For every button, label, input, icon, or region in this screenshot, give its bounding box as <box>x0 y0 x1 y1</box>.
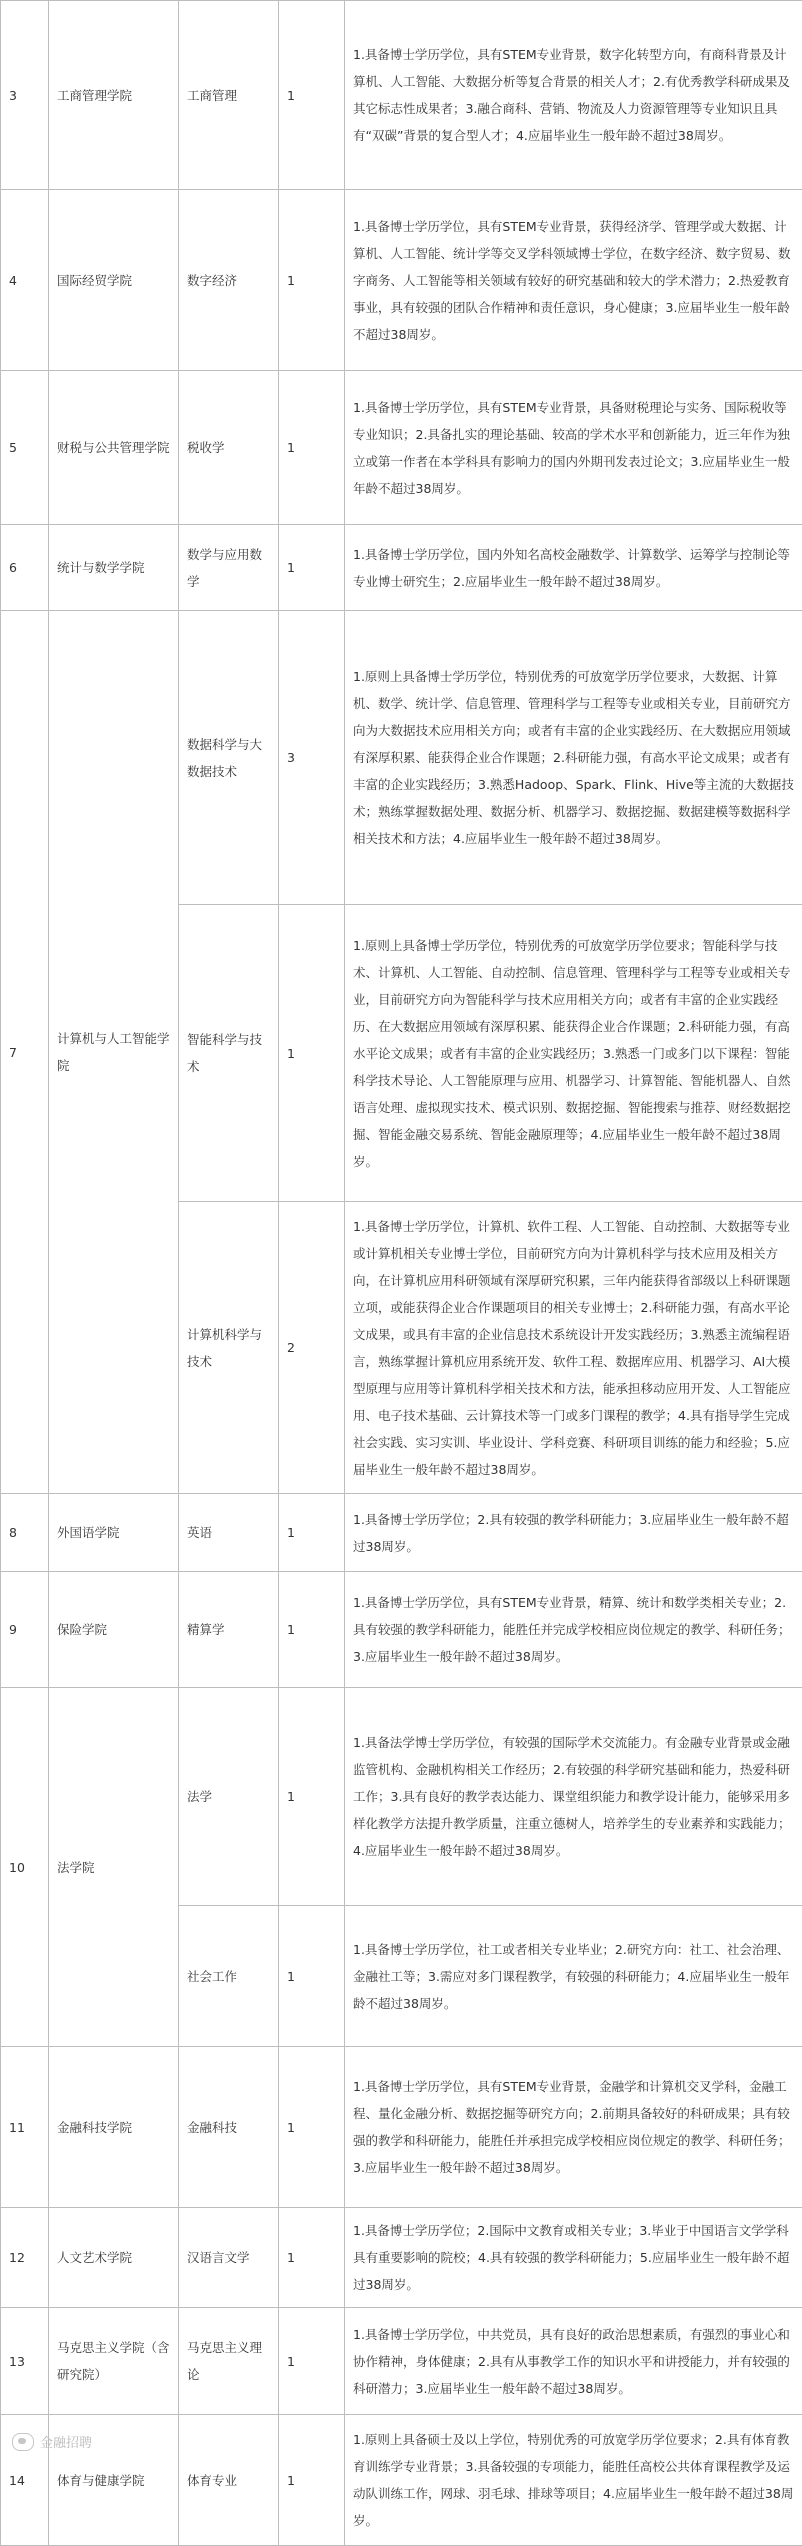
table-row <box>1 2208 802 2308</box>
table-row <box>1 371 802 525</box>
requirements-text: 1.具备博士学历学位，社工或者相关专业毕业；2.研究方向：社工、社会治理、金融社工等；3.需应对多门课程教学，有较强的科研能力；4.应届毕业生一般年龄不超过38周岁。 <box>345 1906 802 2047</box>
position-count: 1 <box>279 1572 345 1688</box>
requirements-text: 1.原则上具备硕士及以上学位，特别优秀的可放宽学历学位要求；2.具有体育教育训练学专业背景；3.具备较强的专项能力，能胜任高校公共体育课程教学及运动队训练工作，网球、羽毛球、排球等项目；4.应届毕业生一般年龄不超过38周岁。 <box>345 2415 802 2546</box>
requirements-text: 1.具备博士学历学位，中共党员，具有良好的政治思想素质，有强烈的事业心和协作精神，身体健康；2.具有从事教学工作的知识水平和讲授能力，并有较强的科研潜力；3.应届毕业生一般年龄不超过38周岁。 <box>345 2308 802 2415</box>
position-count: 1 <box>279 1688 345 1906</box>
table-row <box>1 2308 802 2415</box>
college-name: 人文艺术学院 <box>49 2208 179 2308</box>
college-name: 国际经贸学院 <box>49 190 179 371</box>
row-number: 14 <box>1 2415 49 2546</box>
row-number: 10 <box>1 1688 49 2047</box>
requirements-text: 1.具备博士学历学位，计算机、软件工程、人工智能、自动控制、大数据等专业或计算机相关专业博士学位，目前研究方向为计算机科学与技术应用及相关方向，在计算机应用科研领域有深厚研究积累，三年内能获得省部级以上科研课题立项，或能获得企业合作课题项目的相关专业博士；2.科研能力强，有高水平论文成果，或具有丰富的企业信息技术系统设计开发实践经历；3.熟悉主流编程语言，熟练掌握计算机应用系统开发、软件工程、数据库应用、机器学习、AI大模型原理与应用等计算机科学相关技术和方法，能承担移动应用开发、人工智能应用、电子技术基础、云计算技术等一门或多门课程的教学；4.具有指导学生完成社会实践、实习实训、毕业设计、学科竞赛、科研项目训练的能力和经验；5.应届毕业生一般年龄不超过38周岁。 <box>345 1202 802 1494</box>
position-count: 1 <box>279 905 345 1202</box>
position-count: 1 <box>279 371 345 525</box>
row-number: 3 <box>1 1 49 190</box>
major-name: 税收学 <box>179 371 279 525</box>
position-count: 1 <box>279 1906 345 2047</box>
position-count: 1 <box>279 2308 345 2415</box>
college-name: 马克思主义学院（含研究院） <box>49 2308 179 2415</box>
position-count: 3 <box>279 611 345 905</box>
position-count: 1 <box>279 2047 345 2208</box>
position-count: 1 <box>279 1494 345 1572</box>
position-count: 1 <box>279 190 345 371</box>
major-name: 法学 <box>179 1688 279 1906</box>
table-row <box>1 2047 802 2208</box>
position-count: 1 <box>279 2208 345 2308</box>
row-number: 7 <box>1 611 49 1494</box>
table-row <box>1 1572 802 1688</box>
position-count: 1 <box>279 1 345 190</box>
major-name: 马克思主义理论 <box>179 2308 279 2415</box>
row-number: 8 <box>1 1494 49 1572</box>
table-body <box>1 1 802 2546</box>
college-name: 金融科技学院 <box>49 2047 179 2208</box>
table-row <box>1 611 802 905</box>
college-name: 工商管理学院 <box>49 1 179 190</box>
requirements-text: 1.具备法学博士学历学位，有较强的国际学术交流能力。有金融专业背景或金融监管机构、金融机构相关工作经历；2.有较强的科学研究基础和能力，热爱科研工作；3.具有良好的教学表达能力、课堂组织能力和教学设计能力，能够采用多样化教学方法提升教学质量，注重立德树人，培养学生的专业素养和实践能力；4.应届毕业生一般年龄不超过38周岁。 <box>345 1688 802 1906</box>
row-number: 9 <box>1 1572 49 1688</box>
row-number: 4 <box>1 190 49 371</box>
table-row <box>1 1688 802 1906</box>
requirements-text: 1.具备博士学历学位，具有STEM专业背景，数字化转型方向，有商科背景及计算机、人工智能、大数据分析等复合背景的相关人才；2.有优秀教学科研成果及其它标志性成果者；3.融合商科、营销、物流及人力资源管理等专业知识且具有“双碳”背景的复合型人才；4.应届毕业生一般年龄不超过38周岁。 <box>345 1 802 190</box>
college-name: 计算机与人工智能学院 <box>49 611 179 1494</box>
major-name: 体育专业 <box>179 2415 279 2546</box>
major-name: 工商管理 <box>179 1 279 190</box>
requirements-text: 1.具备博士学历学位，具有STEM专业背景，具备财税理论与实务、国际税收等专业知识；2.具备扎实的理论基础、较高的学术水平和创新能力，近三年作为独立或第一作者在本学科具有影响力的国内外期刊发表过论文；3.应届毕业生一般年龄不超过38周岁。 <box>345 371 802 525</box>
requirements-text: 1.具备博士学历学位；2.具有较强的教学科研能力；3.应届毕业生一般年龄不超过38周岁。 <box>345 1494 802 1572</box>
requirements-text: 1.具备博士学历学位，具有STEM专业背景，精算、统计和数学类相关专业；2.具有较强的教学科研能力，能胜任并完成学校相应岗位规定的教学、科研任务；3.应届毕业生一般年龄不超过38周岁。 <box>345 1572 802 1688</box>
weibo-logo-icon <box>12 2433 34 2451</box>
major-name: 英语 <box>179 1494 279 1572</box>
table-row <box>1 1494 802 1572</box>
watermark-text: 金融招聘 <box>40 2432 92 2451</box>
major-name: 数学与应用数学 <box>179 525 279 611</box>
requirements-text: 1.具备博士学历学位，具有STEM专业背景，金融学和计算机交叉学科，金融工程、量化金融分析、数据挖掘等研究方向；2.前期具备较好的科研成果；具有较强的教学和科研能力，能胜任并承担完成学校相应岗位规定的教学、科研任务；3.应届毕业生一般年龄不超过38周岁。 <box>345 2047 802 2208</box>
row-number: 13 <box>1 2308 49 2415</box>
row-number: 12 <box>1 2208 49 2308</box>
watermark <box>12 2432 92 2451</box>
position-count: 1 <box>279 2415 345 2546</box>
college-name: 法学院 <box>49 1688 179 2047</box>
requirements-text: 1.具备博士学历学位；2.国际中文教育或相关专业；3.毕业于中国语言文学学科具有重要影响的院校；4.具有较强的教学科研能力；5.应届毕业生一般年龄不超过38周岁。 <box>345 2208 802 2308</box>
college-name: 保险学院 <box>49 1572 179 1688</box>
requirements-text: 1.原则上具备博士学历学位，特别优秀的可放宽学历学位要求，大数据、计算机、数学、统计学、信息管理、管理科学与工程等专业或相关专业，目前研究方向为大数据技术应用相关方向；或者有丰富的企业实践经历、在大数据应用领域有深厚积累、能获得企业合作课题；2.科研能力强，有高水平论文成果；或者有丰富的企业实践经历；3.熟悉Hadoop、Spark、Flink、Hive等主流的大数据技术；熟练掌握数据处理、数据分析、机器学习、数据挖掘、数据建模等数据科学相关技术和方法；4.应届毕业生一般年龄不超过38周岁。 <box>345 611 802 905</box>
college-name: 外国语学院 <box>49 1494 179 1572</box>
requirements-text: 1.具备博士学历学位，国内外知名高校金融数学、计算数学、运筹学与控制论等专业博士研究生；2.应届毕业生一般年龄不超过38周岁。 <box>345 525 802 611</box>
position-count: 1 <box>279 525 345 611</box>
requirements-text: 1.原则上具备博士学历学位，特别优秀的可放宽学历学位要求；智能科学与技术、计算机、人工智能、自动控制、信息管理、管理科学与工程等专业或相关专业，目前研究方向为智能科学与技术应用相关方向；或者有丰富的企业实践经历、在大数据应用领域有深厚积累、能获得企业合作课题；2.科研能力强，有高水平论文成果；或者有丰富的企业实践经历；3.熟悉一门或多门以下课程：智能科学技术导论、人工智能原理与应用、机器学习、计算智能、智能机器人、自然语言处理、虚拟现实技术、模式识别、数据挖掘、智能搜索与推荐、财经数据挖掘、智能金融交易系统、智能金融原理等；4.应届毕业生一般年龄不超过38周岁。 <box>345 905 802 1202</box>
major-name: 精算学 <box>179 1572 279 1688</box>
table-row <box>1 190 802 371</box>
major-name: 智能科学与技术 <box>179 905 279 1202</box>
row-number: 5 <box>1 371 49 525</box>
major-name: 汉语言文学 <box>179 2208 279 2308</box>
table-row <box>1 2415 802 2546</box>
table-row <box>1 525 802 611</box>
position-count: 2 <box>279 1202 345 1494</box>
table-row <box>1 1 802 190</box>
major-name: 计算机科学与技术 <box>179 1202 279 1494</box>
major-name: 金融科技 <box>179 2047 279 2208</box>
college-name: 财税与公共管理学院 <box>49 371 179 525</box>
major-name: 数字经济 <box>179 190 279 371</box>
college-name: 统计与数学学院 <box>49 525 179 611</box>
requirements-text: 1.具备博士学历学位，具有STEM专业背景，获得经济学、管理学或大数据、计算机、人工智能、统计学等交叉学科领域博士学位，在数字经济、数字贸易、数字商务、人工智能等相关领域有较好的研究基础和较大的学术潜力；2.热爱教育事业，具有较强的团队合作精神和责任意识，身心健康；3.应届毕业生一般年龄不超过38周岁。 <box>345 190 802 371</box>
major-name: 社会工作 <box>179 1906 279 2047</box>
college-name: 体育与健康学院 <box>49 2415 179 2546</box>
major-name: 数据科学与大数据技术 <box>179 611 279 905</box>
row-number: 6 <box>1 525 49 611</box>
row-number: 11 <box>1 2047 49 2208</box>
